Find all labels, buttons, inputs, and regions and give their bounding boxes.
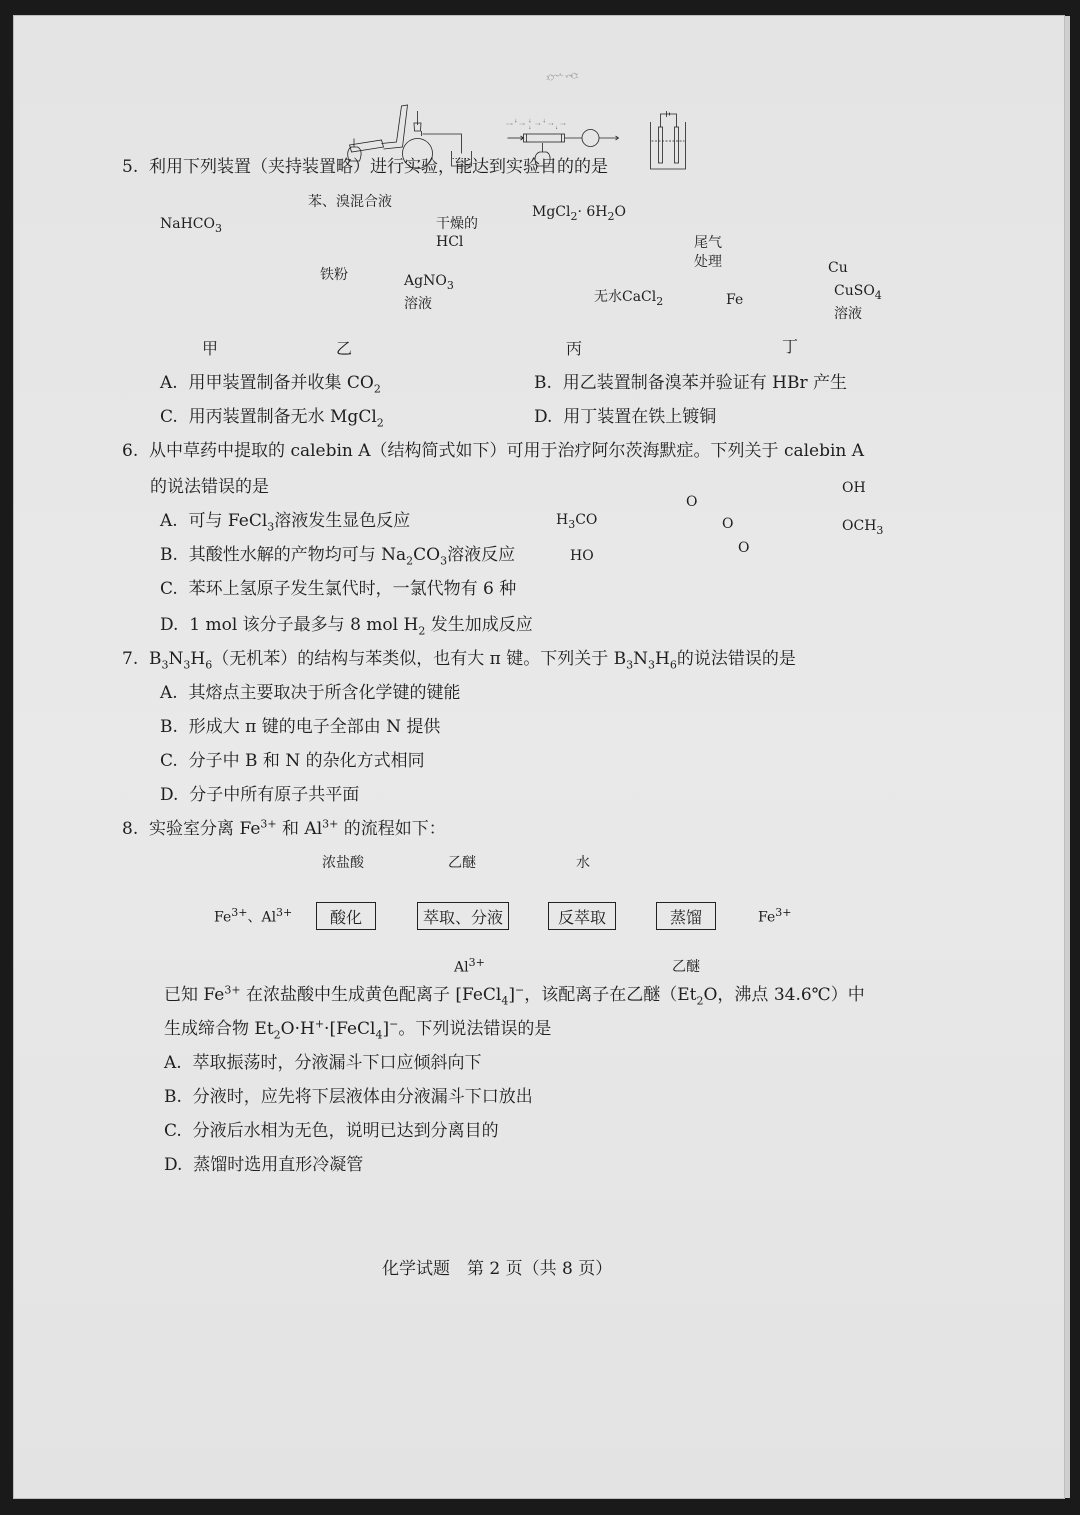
ding-cu-label: Cu — [828, 260, 848, 276]
q6-option-b[interactable]: B. 其酸性水解的产物均可与 $Na_2CO_3$溶液反应 — [160, 545, 516, 568]
q8-option-c[interactable]: C. 分液后水相为无色，说明已达到分离目的 — [164, 1121, 499, 1141]
flow-add-water: 水 — [576, 855, 590, 871]
ding-fe-label: Fe — [726, 292, 744, 308]
flow-arrows — [14, 16, 1064, 136]
q6-option-c[interactable]: C. 苯环上氢原子发生氯代时，一氯代物有 6 种 — [160, 579, 517, 599]
q8-stem: 8. 实验室分离 $Fe^{3+}$ 和 $Al^{3+}$ 的流程如下： — [122, 817, 446, 839]
bing-mgcl-label: MgCl$_2$· $6H_2O$ — [532, 204, 627, 223]
flow-final: $Fe^{3+}$ — [758, 906, 792, 926]
q6-stem-line1: 6. 从中草药中提取的 calebin A（结构简式如下）可用于治疗阿尔茨海默症。下列关于 calebin A — [122, 441, 865, 461]
q6-option-a[interactable]: A. 可与 FeCl$_3$溶液发生显色反应 — [160, 511, 411, 534]
jia-test-tube — [350, 140, 384, 152]
struct-och3: $OCH_3$ — [842, 518, 884, 537]
q6-stem-line2: 的说法错误的是 — [150, 477, 269, 497]
yi-flask — [403, 139, 433, 169]
struct-oh: OH — [842, 480, 866, 496]
q8-option-a[interactable]: A. 萃取振荡时，分液漏斗下口应倾斜向下 — [164, 1053, 482, 1073]
q5-stem-text: 利用下列装置（夹持装置略）进行实验，能达到实验目的的是 — [149, 157, 609, 177]
label-bing: 丙 — [566, 339, 583, 358]
bing-hcl-label: 干燥的 HCl — [436, 216, 478, 250]
bing-tail-label: 尾气 处理 — [694, 235, 722, 270]
flow-add-ether: 乙醚 — [448, 855, 476, 871]
q5-number: 5. — [122, 157, 139, 177]
q5-option-a[interactable]: A. 用甲装置制备并收集 $CO_2$ — [160, 373, 381, 396]
yi-agno3-label: AgNO$_3$ 溶液 — [404, 273, 454, 312]
flow-step-distill: 蒸馏 — [656, 902, 716, 930]
yi-top-label: 苯、溴混合液 — [308, 194, 392, 210]
struct-ester-carbonyl-o: O — [738, 540, 750, 556]
label-yi: 乙 — [336, 339, 353, 358]
q7-option-d[interactable]: D. 分子中所有原子共平面 — [160, 785, 360, 805]
q8-option-d[interactable]: D. 蒸馏时选用直形冷凝管 — [164, 1155, 364, 1175]
label-ding: 丁 — [782, 337, 799, 356]
struct-carbonyl-o: O — [686, 494, 698, 510]
yi-iron-label: 铁粉 — [320, 267, 348, 283]
q8-known-line2: 生成缔合物 $Et_2O\cdot H^+\cdot[FeCl_4]^-$。下列说法错误的是 — [164, 1017, 552, 1042]
q7-option-a[interactable]: A. 其熔点主要取决于所含化学键的键能 — [160, 683, 461, 703]
bing-burner — [535, 152, 550, 166]
flow-step-extract: 萃取、分液 — [417, 902, 509, 930]
flow-step-back-extract: 反萃取 — [548, 902, 616, 930]
struct-h3co: $H_3CO$ — [556, 512, 598, 531]
q8-known-line1: 已知 $Fe^{3+}$ 在浓盐酸中生成黄色配离子 [FeCl$_4$]−，该配离子在乙醚（$Et_2O$，沸点 34.6℃）中 — [164, 983, 865, 1008]
q5-option-c[interactable]: C. 用丙装置制备无水 MgCl$_2$ — [160, 407, 384, 430]
q7-stem: 7. $B_3N_3H_6$（无机苯）的结构与苯类似，也有大 π 键。下列关于 $B_3N_3H_6$的说法错误的是 — [122, 649, 796, 672]
exam-page — [14, 16, 1064, 1498]
bing-cacl-label: 无水CaCl$_2$ — [594, 289, 664, 308]
flow-step-acidify: 酸化 — [316, 902, 376, 930]
flow-input: $Fe^{3+}$、$Al^{3+}$ — [214, 906, 293, 926]
flow-out-ether: 乙醚 — [672, 959, 700, 975]
ding-cuso4-label: CuSO$_4$ 溶液 — [834, 283, 882, 322]
jia-reagent-label: NaHCO$_3$ — [160, 216, 222, 235]
flow-out-al: $Al^{3+}$ — [454, 956, 485, 976]
q5-option-b[interactable]: B. 用乙装置制备溴苯并验证有 HBr 产生 — [534, 373, 847, 393]
label-jia: 甲 — [202, 339, 219, 358]
jia-burner — [348, 147, 361, 161]
flow-add-hcl: 浓盐酸 — [322, 855, 364, 871]
q7-option-b[interactable]: B. 形成大 π 键的电子全部由 N 提供 — [160, 717, 441, 737]
q7-option-c[interactable]: C. 分子中 B 和 N 的杂化方式相同 — [160, 751, 425, 771]
q8-option-b[interactable]: B. 分液时，应先将下层液体由分液漏斗下口放出 — [164, 1087, 533, 1107]
struct-ho: HO — [570, 548, 594, 564]
struct-ester-o: O — [722, 516, 734, 532]
q6-option-d[interactable]: D. 1 mol 该分子最多与 8 mol $H_2$ 发生加成反应 — [160, 615, 533, 638]
q5-option-d[interactable]: D. 用丁装置在铁上镀铜 — [534, 407, 717, 427]
page-footer: 化学试题 第 2 页（共 8 页） — [382, 1259, 613, 1279]
